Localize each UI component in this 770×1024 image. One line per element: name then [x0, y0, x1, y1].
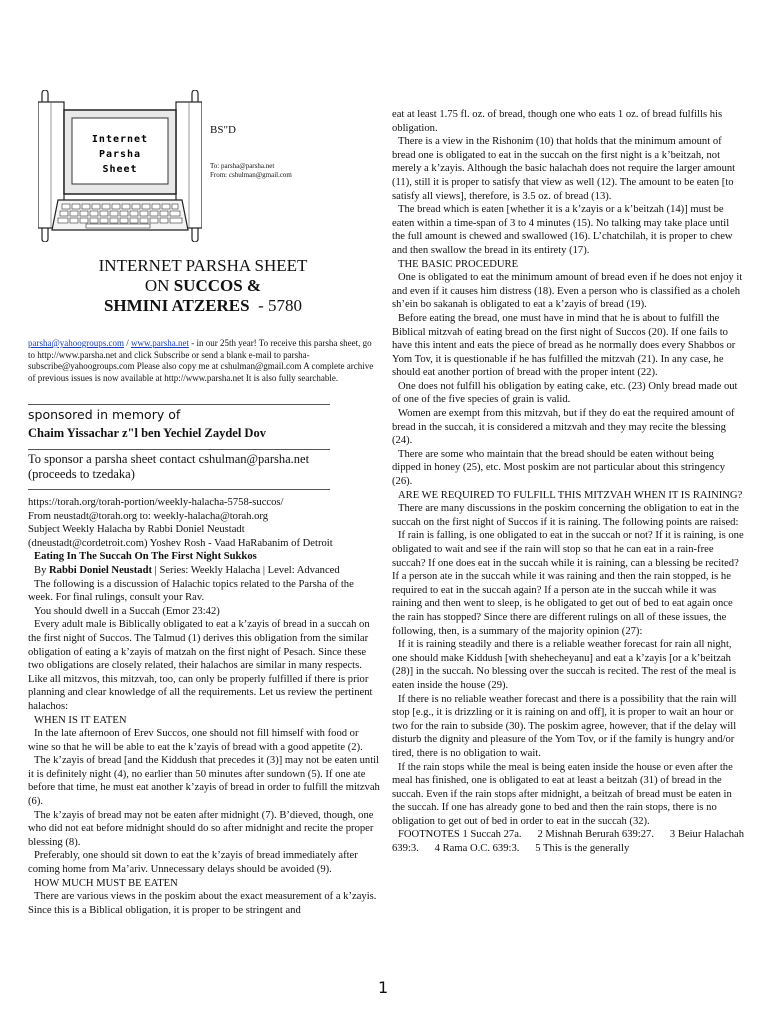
title-line-3 — [28, 296, 378, 316]
section-heading: HOW MUCH MUST BE EATEN — [34, 877, 178, 889]
paragraph: There are some who maintain that the bread should be eaten without being dipped in honey (25), etc. Most poskim are not particular about this stringency (26). — [392, 448, 726, 488]
paragraph: The k’zayis of bread [and the Kiddush that precedes it (3)] may not be eaten until it is definitely night (4), no earlier than 50 minutes after sundown (5). If one ate before that time, he must eat another k’zayis of bread in order to fulfill the mitzvah (6). — [28, 755, 380, 808]
paragraph: One does not fulfill his obligation by eating cake, etc. (23) Only bread made out of one of the five species of grain is valid. — [392, 380, 738, 406]
logo-text-1: Internet — [91, 134, 149, 145]
paragraph: There is a view in the Rishonim (10) that holds that the minimum amount of bread one is obligated to eat in the succah on the first night is a k’beitzah, not merely a k’zayis. Although the basic halachah does not require the larger amount (11), still it is proper to satisfy that view as well (12). The amount to be eaten [to satisfy all views], therefore, is 3.5 oz. of bread (13). — [392, 136, 736, 202]
title-line-1: INTERNET PARSHA SHEET — [98, 256, 308, 275]
internet-parsha-sheet-logo — [38, 90, 202, 242]
paragraph: If there is no reliable weather forecast and there is a possibility that the rain will stop [e.g., it is drizzling or it is raining on and off], it is proper to wait an hour or two for the rain to subside (30). The poskim agree, however, that if the delay will disturb the dignity and pleasure of the Yom Tov, or if the family is hungry and/or tired, there is no obligation to wait. — [392, 693, 737, 759]
divider — [28, 449, 330, 450]
title-on: ON — [144, 276, 174, 295]
source-url: https://torah.org/torah-portion/weekly-halacha-5758-succos/ — [28, 497, 284, 508]
section-heading: ARE WE REQUIRED TO FULFILL THIS MITZVAH WHEN IT IS RAINING? — [398, 489, 743, 501]
subject-line: Subject Weekly Halacha by Rabbi Doniel Neustadt — [28, 524, 245, 536]
paragraph: The following is a discussion of Halachic topics related to the Parsha of the week. For final rulings, consult your Rav. — [28, 578, 354, 604]
subscription-info — [28, 338, 378, 384]
paragraph: The k’zayis of bread may not be eaten after midnight (7). B’dieved, though, one who did not eat before midnight should do so after midnight and recite the proper blessing (8). — [28, 809, 374, 848]
title-year: - 5780 — [249, 296, 303, 315]
title-line-2 — [28, 276, 378, 296]
paragraph: One is obligated to eat the minimum amount of bread even if he does not enjoy it and even if it causes him distress (18). Even a person who is classified as a choleh sh’ein bo sakanah is obligated to eat a k’zayis of bread (19). — [392, 272, 743, 311]
paragraph: If it is raining steadily and there is a reliable weather forecast for rain all night, one should make Kiddush [with shehecheyanu] and eat a k’zayis [or a k’beitzah (28)] in the succah. No blessing over the succah is recited. The rest of the meal is eaten inside the house (29). — [392, 639, 736, 691]
sponsor-contact-line: To sponsor a parsha sheet contact cshulman@parsha.net — [28, 452, 310, 466]
yahoogroups-link[interactable]: parsha@yahoogroups.com — [28, 338, 125, 348]
article-heading: Eating In The Succah On The First Night Sukkos — [34, 551, 257, 563]
left-column-article — [28, 496, 380, 917]
section-heading: THE BASIC PROCEDURE — [398, 258, 519, 270]
title-shmini-atzeres: SHMINI ATZERES — [103, 296, 250, 315]
link-separator: / — [124, 338, 132, 348]
byline-author: Rabbi Doniel Neustadt — [49, 564, 153, 576]
paragraph: In the late afternoon of Erev Succos, one should not fill himself with food or wine so that he will be able to eat the k’zayis of bread with a good appetite (2). — [28, 728, 363, 753]
header-to-line: To: parsha@parsha.net — [210, 162, 275, 170]
paragraph: eat at least 1.75 fl. oz. of bread, though one who eats 1 oz. of bread fulfills his obligation. — [392, 109, 723, 134]
paragraph: Every adult male is Biblically obligated to eat a k’zayis of bread in a succah on the first night of Succos. The Talmud (1) derives this obligation from the similar obligation of eating a k’zayis of matzah on the first night of Pesach. Since these two obligations are closely related, their halachos are similar in many respects. Like all mitzvos, this mitzvah, too, can only be properly fulfilled if there is prior planning and clear knowledge of all the requirements. Let us review the pertinent halachos: — [28, 619, 373, 712]
divider — [28, 404, 330, 405]
paragraph: Preferably, one should sit down to eat the k’zayis of bread immediately after coming home from Ma’ariv. Unnecessary delays should be avoided (9). — [28, 850, 358, 876]
header-contact — [210, 162, 292, 180]
page-number: 1 — [378, 978, 389, 997]
author-contact-line: (dneustadt@cordetroit.com) Yoshev Rosh - Vaad HaRabanim of Detroit — [28, 537, 333, 549]
paragraph: You should dwell in a Succah (Emor 23:42) — [34, 605, 220, 617]
sponsor-block — [28, 407, 378, 441]
header-from-line: From: cshulman@gmail.com — [210, 171, 292, 179]
paragraph: Before eating the bread, one must have in mind that he is about to fulfill the Biblical mitzvah of eating bread on the first night of Succos (20). If one fails to have this intent and eats the piece of bread as he normally does every Shabbos or Yom Tov, it is questionable if he has fulfilled the mitzvah (21). In any case, he should eat another portion of bread with the proper intent (22). — [392, 312, 736, 379]
from-line: From neustadt@torah.org to: weekly-halacha@torah.org — [28, 510, 269, 522]
paragraph: There are many discussions in the poskim concerning the obligation to eat in the succah on the first night of Succos if it is raining. The following points are raised: — [392, 503, 739, 528]
sponsor-name: Chaim Yissachar z"l ben Yechiel Zaydel Dov — [28, 426, 266, 440]
paragraph: If rain is falling, is one obligated to eat in the succah or not? If it is raining, is one obligated to wait and see if the rain will stop so that he can eat in a rain-free succah? If one does eat in the succah while it is raining, can a blessing be recited? If a person ate in the succah while it was raining and then the rain stopped, is he required to eat in the succah again? If a person ate in the succah while it was raining and then went to sleep, is he obligated to get out of bed to eat again once the rain has stopped? Since there are different rulings on all of these issues, the following, then, is a summary of the majority opinion (27): — [392, 530, 744, 637]
byline-prefix: By — [34, 564, 50, 576]
footnotes: FOOTNOTES 1 Succah 27a. 2 Mishnah Berurah 639:27. 3 Beiur Halachah 639:3. 4 Rama O.C. 639:3. 5 This is the generally — [392, 829, 747, 855]
subscription-text: - in our 25th year! To receive this parsha sheet, go to http://www.parsha.net and click Subscribe or send a blank e-mail to parsha-subscribe@yahoogroups.com Please also copy me at cshulman@gmail.com A complete archive of previous issues is now available at http://www.parsha.net It is also fully searchable. — [28, 338, 374, 383]
byline-series: | Series: Weekly Halacha | Level: Advanced — [152, 564, 340, 576]
right-column-article — [392, 108, 747, 856]
paragraph: If the rain stops while the meal is being eaten inside the house or even after the meal has finished, one is obligated to eat at least a beitzah (31) of bread in the succah. Even if the rain stops after midnight, a beitzah of bread must be eaten in the succah. If one has already gone to bed and then the rain stops, there is no obligation to get out of bed in order to eat in the succah (32). — [392, 761, 733, 827]
page-title — [28, 256, 378, 316]
paragraph: There are various views in the poskim about the exact measurement of a k’zayis. Since this is a Biblical obligation, it is proper to be stringent and — [28, 891, 377, 916]
parsha-net-link[interactable]: www.parsha.net — [131, 338, 189, 348]
divider — [28, 489, 330, 490]
logo-text-2: Parsha — [98, 149, 142, 160]
byline — [28, 564, 380, 578]
sponsor-title: sponsored in memory of — [28, 407, 181, 422]
sponsor-proceeds-line: (proceeds to tzedaka) — [28, 467, 135, 481]
section-heading: WHEN IS IT EATEN — [34, 714, 127, 726]
bsd-label: BS"D — [210, 124, 236, 136]
paragraph: Women are exempt from this mitzvah, but if they do eat the required amount of bread in the succah, it is considered a mitzvah and they may recite the blessing (24). — [392, 408, 735, 447]
paragraph: The bread which is eaten [whether it is a k’zayis or a k’beitzah (14)] must be eaten within a time-span of 3 to 4 minutes (15). No talking may take place until the full amount is chewed and swallowed (16). L’chatchilah, it is proper to chew and then swallow the bread in its entirety (17). — [392, 204, 733, 256]
logo-text-3: Sheet — [102, 164, 138, 175]
title-succos: SUCCOS & — [173, 276, 262, 295]
sponsor-contact — [28, 452, 378, 482]
